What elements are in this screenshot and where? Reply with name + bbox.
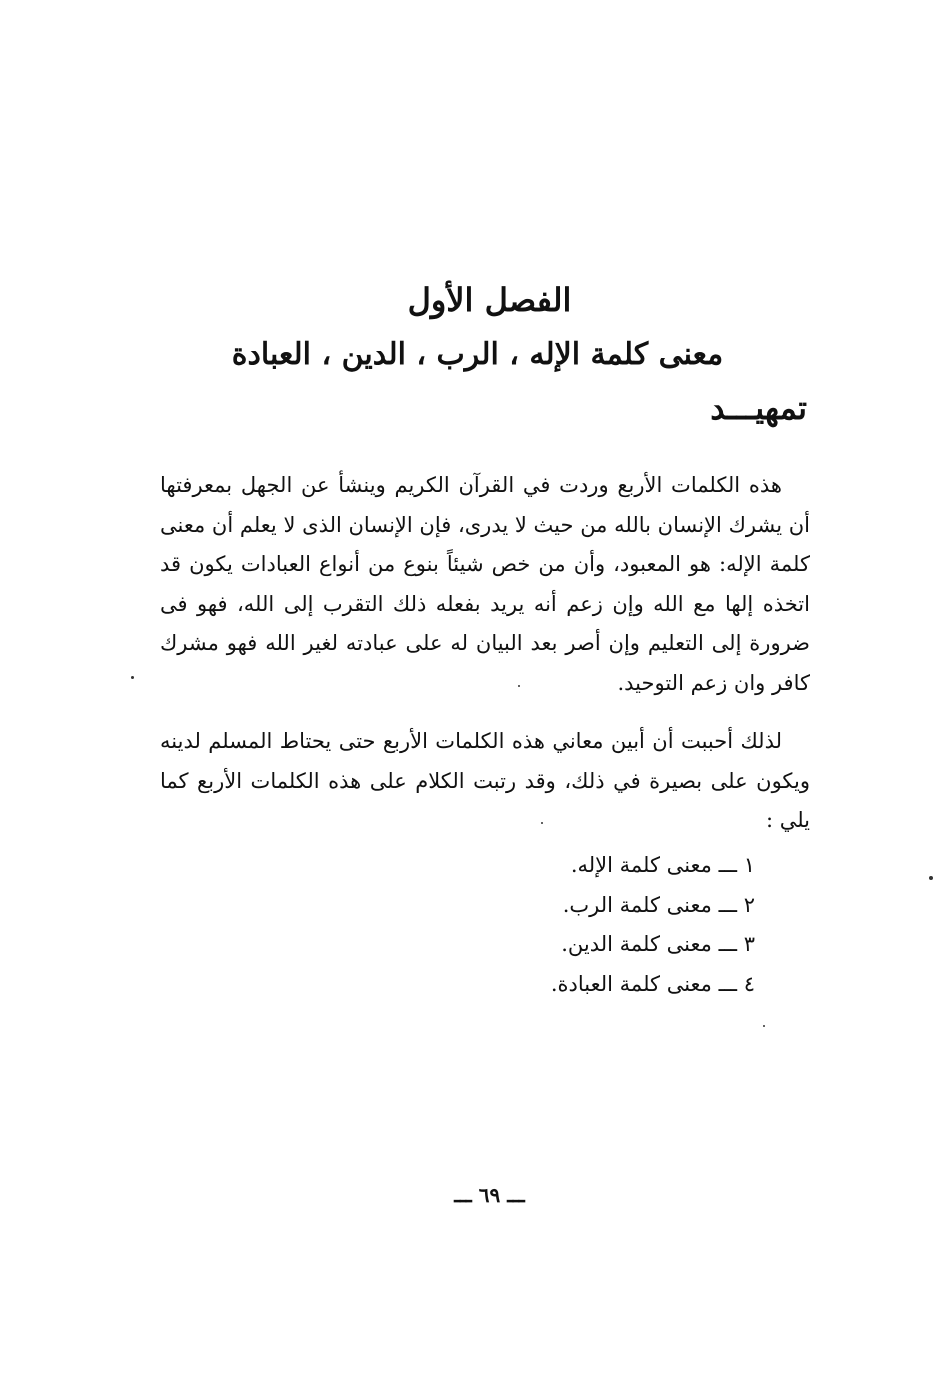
topic-item: ٤ ـــ معنى كلمة العبادة. — [550, 971, 755, 996]
scan-speck — [763, 1025, 765, 1027]
scan-speck — [518, 685, 520, 687]
scan-speck — [929, 876, 933, 880]
scan-speck — [541, 822, 543, 824]
chapter-subtitle: معنى كلمة الإله ، الرب ، الدين ، العبادة — [231, 337, 724, 372]
intro-paragraph: هذه الكلمات الأربع وردت في القرآن الكريم وينشأ عن الجهل بمعرفتها أن يشرك الإنسان بالله من حيث لا يدرى، فإن الإنسان الذى لا يعلم أن معنى كلمة الإله: هو المعبود، وأن من خص شيئاً بنوع من أنواع العبادات يكون قد اتخذه إلها مع الله وإن زعم أنه يريد بفعله ذلك التقرب إلى الله، فهو فى ضرورة إلى التعليم وإن أصر بعد البيان له على عبادته لغير الله فهو مشرك كافر وان زعم التوحيد. — [160, 473, 810, 695]
scan-speck — [131, 676, 134, 679]
purpose-paragraph: لذلك أحببت أن أبين معاني هذه الكلمات الأربع حتى يحتاط المسلم لدينه ويكون على بصيرة في ذلك، وقد رتبت الكلام على هذه الكلمات الأربع كما يلي : — [160, 729, 810, 832]
page-number: ـــ ٦٩ ـــ — [454, 1183, 525, 1207]
topic-item: ٢ ـــ معنى كلمة الرب. — [562, 892, 755, 917]
topic-item: ١ ـــ معنى كلمة الإله. — [570, 853, 755, 877]
topic-item: ٣ ـــ معنى كلمة الدين. — [561, 932, 755, 956]
section-heading: تمهيـــد — [710, 389, 807, 427]
chapter-title: الفصل الأول — [407, 281, 572, 319]
topic-list — [551, 846, 755, 1004]
